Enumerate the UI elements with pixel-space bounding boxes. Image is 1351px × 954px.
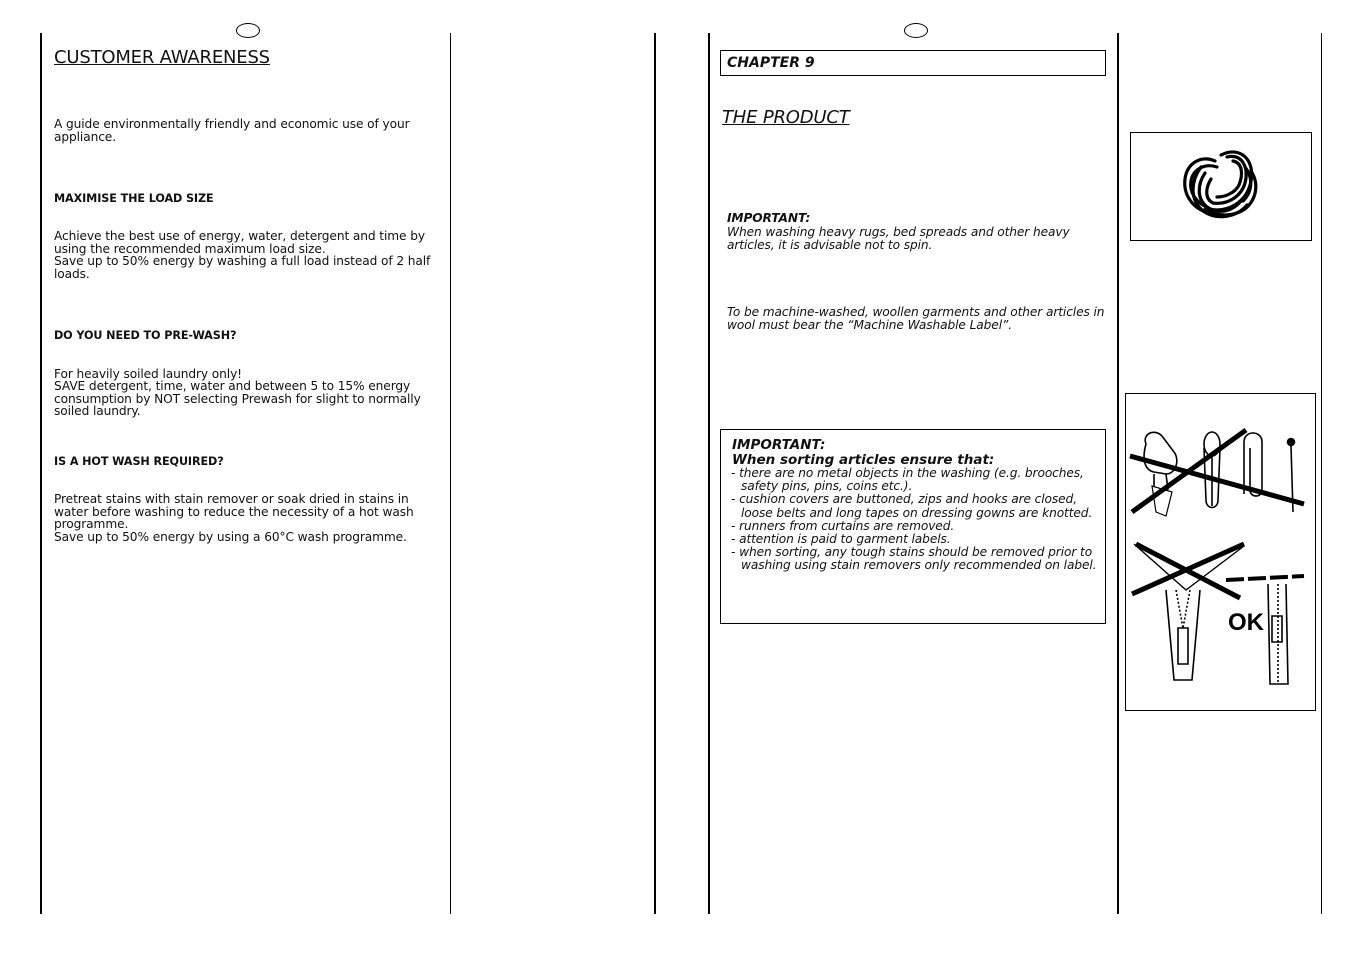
section-heading-prewash: DO YOU NEED TO PRE-WASH?	[54, 329, 237, 342]
section-heading-load-size: MAXIMISE THE LOAD SIZE	[54, 192, 214, 205]
section-paragraph: Save up to 50% energy by washing a full load instead of 2 half loads.	[54, 254, 431, 281]
sorting-important-label: IMPORTANT:	[732, 437, 826, 453]
column-divider-left	[450, 33, 451, 914]
chapter-header	[720, 50, 1106, 76]
page-border-center-right	[708, 33, 710, 914]
page-border-left	[40, 33, 42, 914]
language-oval-right	[904, 23, 928, 38]
ok-label: OK	[1228, 609, 1264, 636]
section-paragraph: For heavily soiled laundry only!	[54, 367, 242, 381]
important-label: IMPORTANT:	[727, 211, 811, 225]
cross-icon	[1132, 544, 1244, 598]
cross-icon	[1130, 430, 1304, 512]
brooch-icon	[1144, 432, 1177, 516]
language-oval-left	[236, 23, 260, 38]
list-item: - cushion covers are buttoned, zips and hooks are closed, loose belts and long tapes on dressing gowns are knotted.	[731, 492, 1093, 520]
column-divider-right	[1117, 33, 1119, 914]
intro-text: A guide environmentally friendly and economic use of your appliance.	[54, 117, 410, 144]
section-paragraph: Save up to 50% energy by using a 60°C wash programme.	[54, 530, 407, 544]
sorting-illustration	[1125, 393, 1316, 711]
woolmark-icon	[1131, 133, 1311, 240]
section-paragraph: Pretreat stains with stain remover or soak dried in stains in water before washing to reduce the necessity of a hot wash programme.	[54, 492, 414, 532]
section-paragraph: SAVE detergent, time, water and between 5 to 15% energy consumption by NOT selecting Prewash for slight to normally soiled laundry.	[54, 379, 421, 419]
list-item: - there are no metal objects in the washing (e.g. brooches, safety pins, pins, coins etc.).	[731, 466, 1084, 494]
section-heading-hot-wash: IS A HOT WASH REQUIRED?	[54, 455, 224, 468]
section-paragraph: Achieve the best use of energy, water, detergent and time by using the recommended maximum load size.	[54, 229, 425, 256]
safety-pin-icon	[1204, 432, 1220, 508]
list-item: - attention is paid to garment labels.	[731, 532, 951, 547]
important-text: When washing heavy rugs, bed spreads and other heavy articles, it is advisable not to spin.	[727, 225, 1070, 252]
wool-note: To be machine-washed, woollen garments and other articles in wool must bear the “Machine Washable Label”.	[727, 305, 1105, 332]
page-title: CUSTOMER AWARENESS	[54, 47, 270, 68]
list-item: - when sorting, any tough stains should be removed prior to washing using stain removers only recommended on label.	[731, 545, 1097, 573]
sorting-important-box	[720, 429, 1106, 624]
sorting-important-subtitle: When sorting articles ensure that:	[732, 452, 995, 468]
list-item: - runners from curtains are removed.	[731, 518, 955, 533]
page-border-center-left	[654, 33, 656, 914]
sorting-checklist	[731, 467, 1101, 573]
woolmark-image	[1130, 132, 1312, 241]
product-title: THE PRODUCT	[722, 107, 850, 128]
page-border-right	[1321, 33, 1322, 914]
chapter-label: CHAPTER 9	[727, 55, 815, 71]
sorting-illustration-svg	[1126, 394, 1315, 710]
